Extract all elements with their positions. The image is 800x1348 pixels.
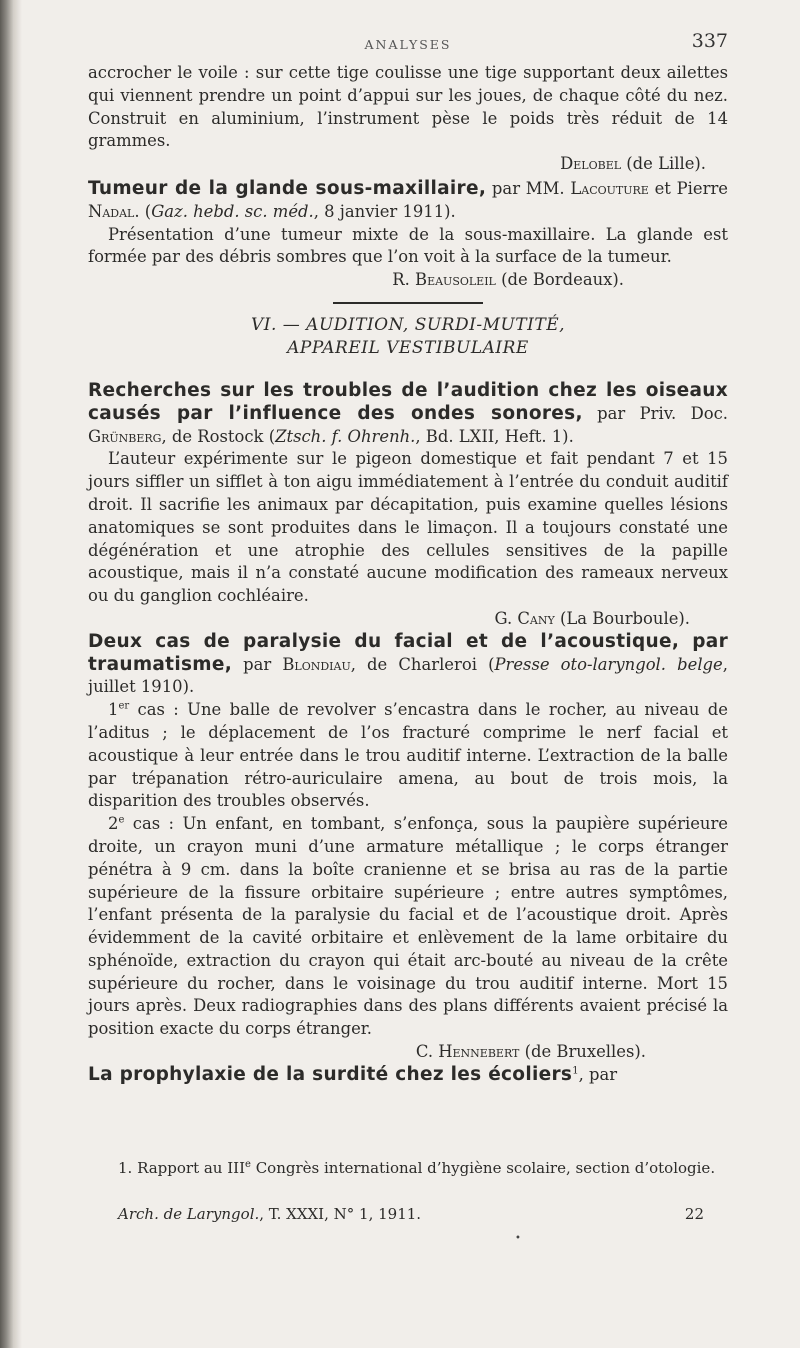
book-gutter [14, 0, 22, 1348]
article-body: L’auteur expérimente sur le pigeon domestique et fait pendant 7 et 15 jours siffler un sifflet à ton aigu immédiatement à l’entrée du conduit auditif droit. Il sacrifie les animaux par décapitation, puis examine quelles lésions anatomiques se sont produites dans le limaçon. Il a toujours constaté une dégénération et une atrophie des cellules sensitives de la papille acoustique, mais il n’a constaté aucune modification des rameaux nerveux ou du ganglion cochléaire. [88, 449, 728, 606]
author-name: Grünberg [88, 426, 162, 446]
signature-name: G. Cany [494, 608, 555, 628]
author-name: Blondiau [282, 654, 351, 674]
article-title: Deux cas de paralysie du facial et de l’acoustique, par traumatisme, [88, 630, 728, 675]
article-recherches: Recherches sur les troubles de l’audition chez les oiseaux causés par l’influence des ondes sonores, par Priv. Doc. Grünberg, de Rostock (Ztsch. f. Ohrenh., Bd. LXII, Heft. 1). [88, 379, 728, 446]
running-title: ANALYSES [364, 37, 452, 52]
case-one: 1er cas : Une balle de revolver s’encastra dans le rocher, au niveau de l’aditus ; le déplacement de l’os fracturé comprime le nerf facial et acoustique à leur entrée dans le trou auditif interne. L’extraction de la balle par trépanation rétro-auriculaire amena, au bout de trois mois, la disparition des troubles observés. [88, 700, 728, 811]
signature-name: Delobel [560, 154, 622, 174]
signature-place: (de Bruxelles). [524, 1042, 646, 1062]
case-two: 2e cas : Un enfant, en tombant, s’enfonça, sous la paupière supérieure droite, un crayon muni d’une armature métallique ; le corps étranger pénétra à 9 cm. dans la boîte cranienne et se brisa au ras de la partie supérieure de la fissure orbitaire supérieure ; entre autres symptômes, l’enfant présenta de la paralysie du facial et de l’acoustique droit. Après évidemment de la cavité orbitaire et enlèvement de la lame orbitaire du sphénoïde, extraction du crayon qui était arc-bouté au niveau de la crête supérieure du rocher, dans le voisinage du trou auditif interne. Mort 15 jours après. Deux radiographies dans des plans différents avaient précisé la position exacte du corps étranger. [88, 814, 728, 1039]
signature-place: (La Bourboule). [559, 608, 690, 628]
article-title: Recherches sur les troubles de l’audition chez les oiseaux causés par l’influence des ondes sonores, [88, 379, 728, 424]
printer-mark: • [515, 1233, 521, 1244]
signature-name: R. Beausoleil [392, 270, 496, 290]
continued-paragraph: accrocher le voile : sur cette tige coulisse une tige supportant deux ailettes qui viennent prendre un point d’appui sur les joues, de chaque côté du nez. Construit en aluminium, l’instrument pèse le poids très réduit de 14 grammes. [88, 63, 728, 151]
page-body [88, 28, 728, 1087]
signature-beausoleil [88, 269, 728, 292]
section-title: VI. — AUDITION, SURDI-MUTITÉ, APPAREIL VESTIBULAIRE [250, 314, 566, 358]
signature-hennebert [88, 1041, 728, 1064]
page-footer: Arch. de Laryngol., T. XXXI, N° 1, 1911. 22 [118, 1205, 704, 1223]
footnote: 1. Rapport au IIIe Congrès international d’hygiène scolaire, section d’otologie. [118, 1159, 716, 1177]
footnote-number: 1. [118, 1159, 133, 1177]
article-prophylaxie: La prophylaxie de la surdité chez les écoliers$^1$, par [88, 1063, 618, 1085]
journal-citation: Gaz. hebd. sc. méd. [151, 201, 314, 221]
article-body: Présentation d’une tumeur mixte de la sous-maxillaire. La glande est formée par des débris sombres que l’on voit à la surface de la tumeur. [88, 224, 728, 267]
author-name: Nadal [88, 201, 135, 221]
signature-name: C. Hennebert [415, 1042, 520, 1062]
signature-place: (de Bordeaux). [501, 270, 624, 290]
journal-name: Arch. de Laryngol. [118, 1205, 260, 1223]
journal-citation: Ztsch. f. Ohrenh. [275, 426, 416, 446]
article-title: La prophylaxie de la surdité chez les écoliers [88, 1063, 573, 1085]
book-spine-shadow [0, 0, 14, 1348]
article-tumeur: Tumeur de la glande sous-maxillaire, par MM. Lacouture et Pierre Nadal. (Gaz. hebd. sc. méd., 8 janvier 1911). [88, 177, 728, 221]
page-number: 337 [691, 30, 728, 52]
footnote-ref: 1 [572, 1065, 579, 1077]
signature-place: (de Lille). [626, 154, 706, 174]
author-name: Lacouture [570, 178, 649, 198]
sheet-number: 22 [684, 1205, 704, 1223]
article-title: Tumeur de la glande sous-maxillaire, [88, 177, 487, 199]
signature-cany [88, 608, 728, 631]
journal-citation: Presse oto-laryngol. belge [494, 654, 723, 674]
section-divider [333, 302, 483, 304]
signature-delobel [88, 153, 728, 176]
running-head [88, 28, 728, 62]
article-paralysie: Deux cas de paralysie du facial et de l’acoustique, par traumatisme, par Blondiau, de Charleroi (Presse oto-laryngol. belge, juillet 1910). [88, 630, 728, 697]
